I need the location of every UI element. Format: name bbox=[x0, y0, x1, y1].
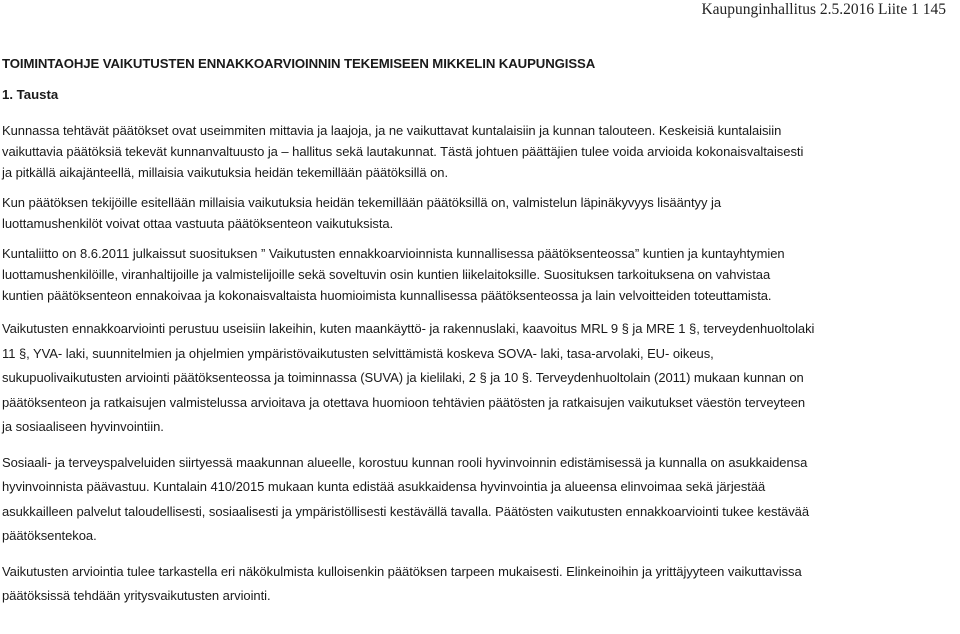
paragraph-line: Sosiaali- ja terveyspalveluiden siirtyessä maakunnan alueelle, korostuu kunnan rooli hyvinvoinnin edistämisessä ja kunnalla on asukkaidensa bbox=[2, 454, 808, 470]
paragraph-line: Kun päätöksen tekijöille esitellään millaisia vaikutuksia heidän tekemillään päätöksillä on, valmistelun läpinäkyvyys lisääntyy ja bbox=[2, 195, 721, 210]
paragraph-line: Vaikutusten ennakkoarviointi perustuu useisiin lakeihin, kuten maankäyttö- ja rakennuslaki, kaavoitus MRL 9 § ja MRE 1 §, terveydenhuoltolaki bbox=[2, 321, 815, 336]
paragraph-1 bbox=[2, 120, 958, 183]
paragraph-line: hyvinvoinnista päävastuu. Kuntalain 410/2015 mukaan kunta edistää asukkaidensa hyvinvointia ja alueensa elinvoimaa sekä järjestää bbox=[2, 479, 766, 494]
paragraph-line: kuntien päätöksenteon ennakoivaa ja kokonaisvaltaista huomioimista kunnallisessa päätöksenteossa ja lain velvoitteiden toteuttamista. bbox=[2, 288, 772, 303]
paragraph-line: ja pitkällä aikajänteellä, millaisia vaikutuksia heidän tekemillään päätöksillä on. bbox=[2, 165, 449, 180]
document-body bbox=[2, 54, 958, 609]
paragraph-4 bbox=[2, 317, 958, 440]
paragraph-line: päätöksenteon ja ratkaisujen valmistelussa arvioitava ja otettava huomioon tehtävien päätösten ja ratkaisujen vaikutukset väestön terveyteen bbox=[2, 394, 806, 410]
paragraph-3 bbox=[2, 243, 958, 306]
paragraph-line: päätöksentekoa. bbox=[2, 528, 97, 543]
paragraph-line: 11 §, YVA- laki, suunnitelmien ja ohjelmien ympäristövaikutusten selvittämistä koskeva SOVA- laki, tasa-arvolaki, EU- oikeus, bbox=[2, 345, 714, 361]
paragraph-line: luottamushenkilöt voivat ottaa vastuuta päätöksenteon vaikutuksista. bbox=[2, 216, 394, 231]
document-title: TOIMINTAOHJE VAIKUTUSTEN ENNAKKOARVIOINNIN TEKEMISEEN MIKKELIN KAUPUNGISSA bbox=[2, 56, 596, 71]
paragraph-line: asukkailleen palvelut taloudellisesti, sosiaalisesti ja ympäristöllisesti kestävällä tavalla. Päätösten vaikutusten ennakkoarviointi tukee kestävää bbox=[2, 503, 810, 519]
paragraph-2 bbox=[2, 192, 958, 234]
page-header: Kaupunginhallitus 2.5.2016 Liite 1 145 bbox=[701, 1, 946, 18]
paragraph-line: Kunnassa tehtävät päätökset ovat useimmiten mittavia ja laajoja, ja ne vaikuttavat kuntalaisiin ja kunnan talouteen. Keskeisiä kuntalaisiin bbox=[2, 123, 782, 138]
paragraph-line: sukupuolivaikutusten arviointi päätöksenteossa ja toiminnassa (SUVA) ja kielilaki, 2 § ja 10 §. Terveydenhuoltolain (2011) mukaan kunnan on bbox=[2, 370, 804, 385]
paragraph-line: luottamushenkilöille, viranhaltijoille ja valmistelijoille sekä soveltuvin osin kuntien liikelaitoksille. Suosituksen tarkoituksena on vahvistaa bbox=[2, 267, 771, 282]
section-heading: 1. Tausta bbox=[2, 87, 59, 102]
paragraph-line: ja sosiaaliseen hyvinvointiin. bbox=[2, 419, 164, 434]
paragraph-5 bbox=[2, 451, 958, 549]
paragraph-line: vaikuttavia päätöksiä tekevät kunnanvaltuusto ja – hallitus sekä lautakunnat. Tästä johtuen päättäjien tulee voida arvioida kokonaisvaltaisesti bbox=[2, 144, 804, 159]
paragraph-line: päätöksissä tehdään yritysvaikutusten arviointi. bbox=[2, 588, 271, 603]
paragraph-line: Vaikutusten arviointia tulee tarkastella eri näkökulmista kulloisenkin päätöksen tarpeen mukaisesti. Elinkeinoihin ja yrittäjyyteen vaikuttavissa bbox=[2, 563, 802, 579]
paragraph-6 bbox=[2, 560, 958, 609]
paragraph-line: Kuntaliitto on 8.6.2011 julkaissut suosituksen ” Vaikutusten ennakkoarvioinnista kunnallisessa päätöksenteossa” kuntien ja kuntayhtymien bbox=[2, 246, 785, 261]
